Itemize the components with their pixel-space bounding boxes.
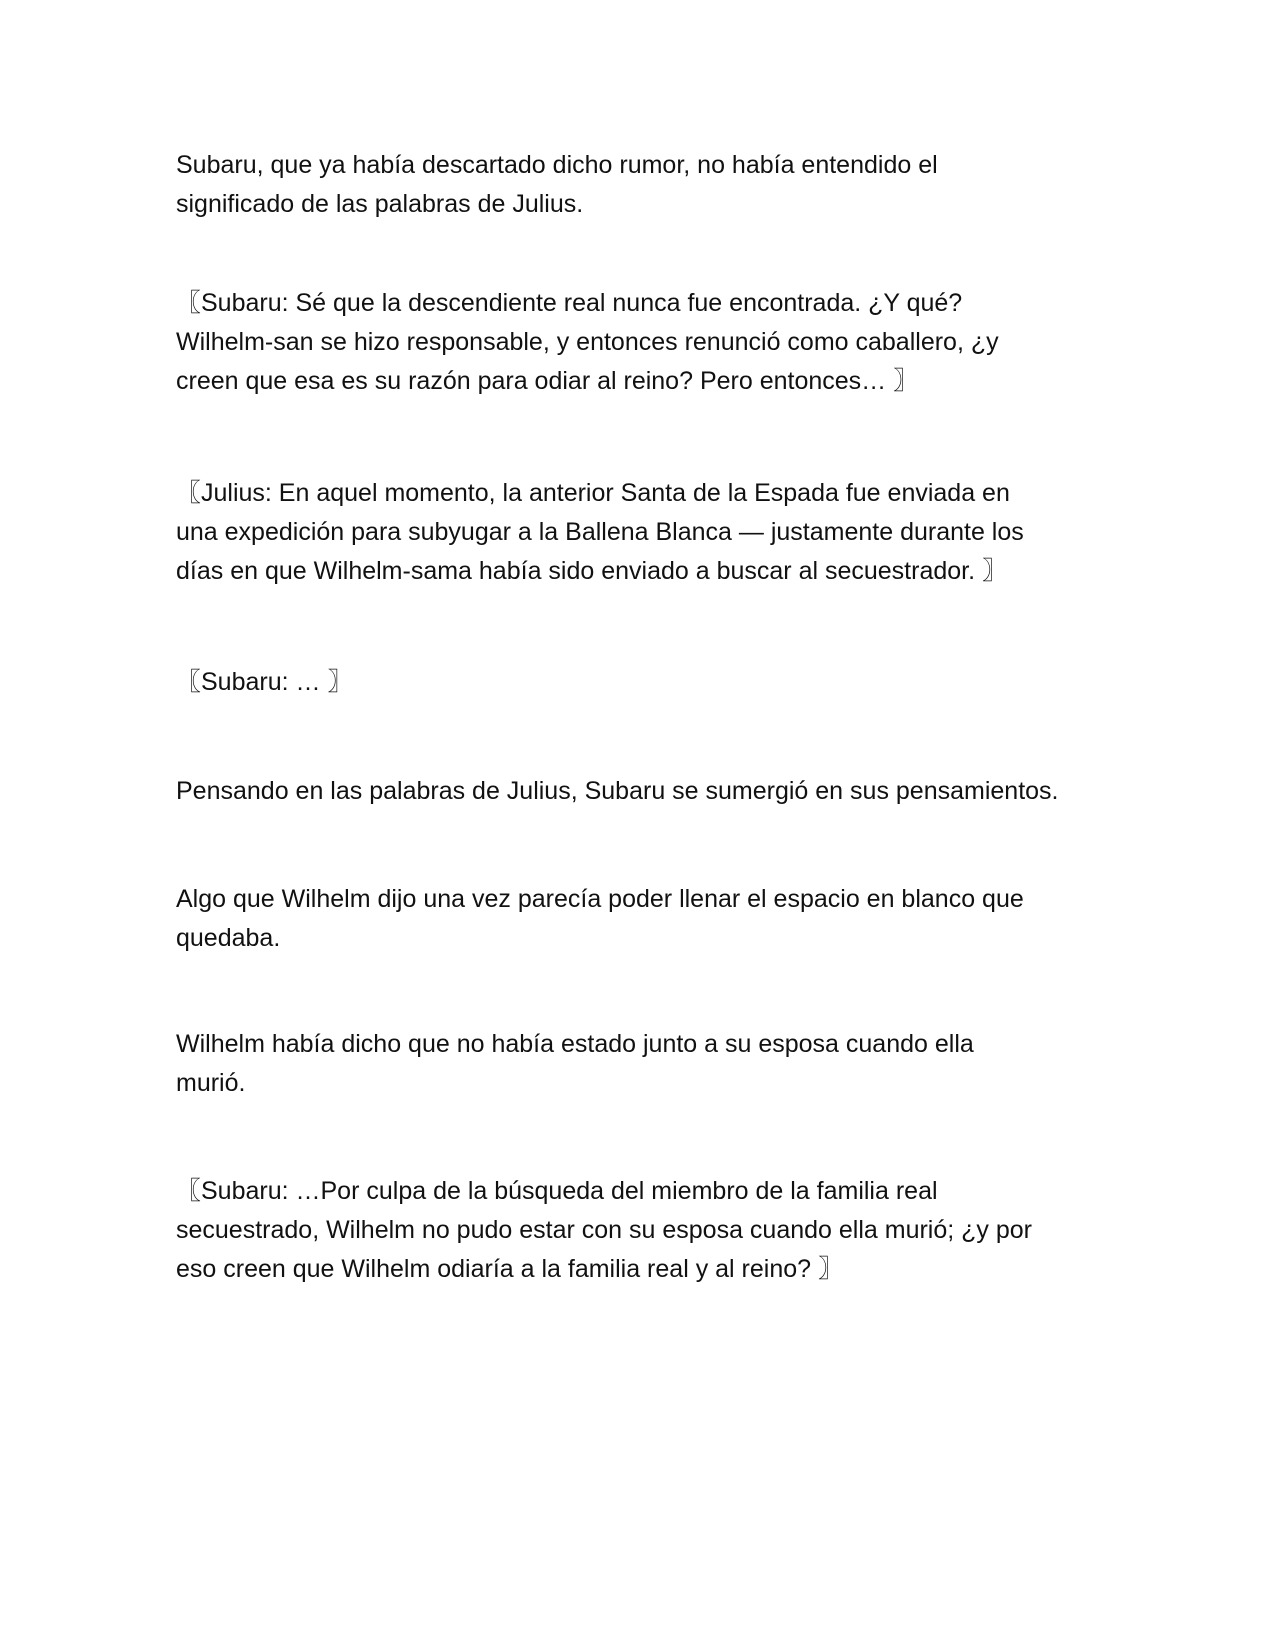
dialogue-subaru-1: 〖Subaru: Sé que la descendiente real nunca fue encontrada. ¿Y qué? Wilhelm-san se hizo responsable, y entonces renunció como caballero, ¿y creen que esa es su razón para odiar al reino? Pero entonces… 〗	[176, 289, 999, 395]
narration-paragraph-1: Subaru, que ya había descartado dicho rumor, no había entendido el significado de las palabras de Julius.	[176, 151, 938, 218]
narration-paragraph-3: Algo que Wilhelm dijo una vez parecía poder llenar el espacio en blanco que quedaba.	[176, 885, 1024, 952]
dialogue-subaru-3: 〖Subaru: …Por culpa de la búsqueda del miembro de la familia real secuestrado, Wilhelm no pudo estar con su esposa cuando ella murió; ¿y por eso creen que Wilhelm odiaría a la familia real y al reino? 〗	[176, 1177, 1033, 1283]
dialogue-julius-1: 〖Julius: En aquel momento, la anterior Santa de la Espada fue enviada en una expedición para subyugar a la Ballena Blanca — justamente durante los días en que Wilhelm-sama había sido enviado a buscar al secuestrador. 〗	[176, 479, 1024, 585]
dialogue-subaru-2: 〖Subaru: … 〗	[176, 668, 353, 696]
narration-paragraph-2: Pensando en las palabras de Julius, Subaru se sumergió en sus pensamientos.	[176, 777, 1059, 805]
narration-paragraph-4: Wilhelm había dicho que no había estado junto a su esposa cuando ella murió.	[176, 1030, 974, 1097]
